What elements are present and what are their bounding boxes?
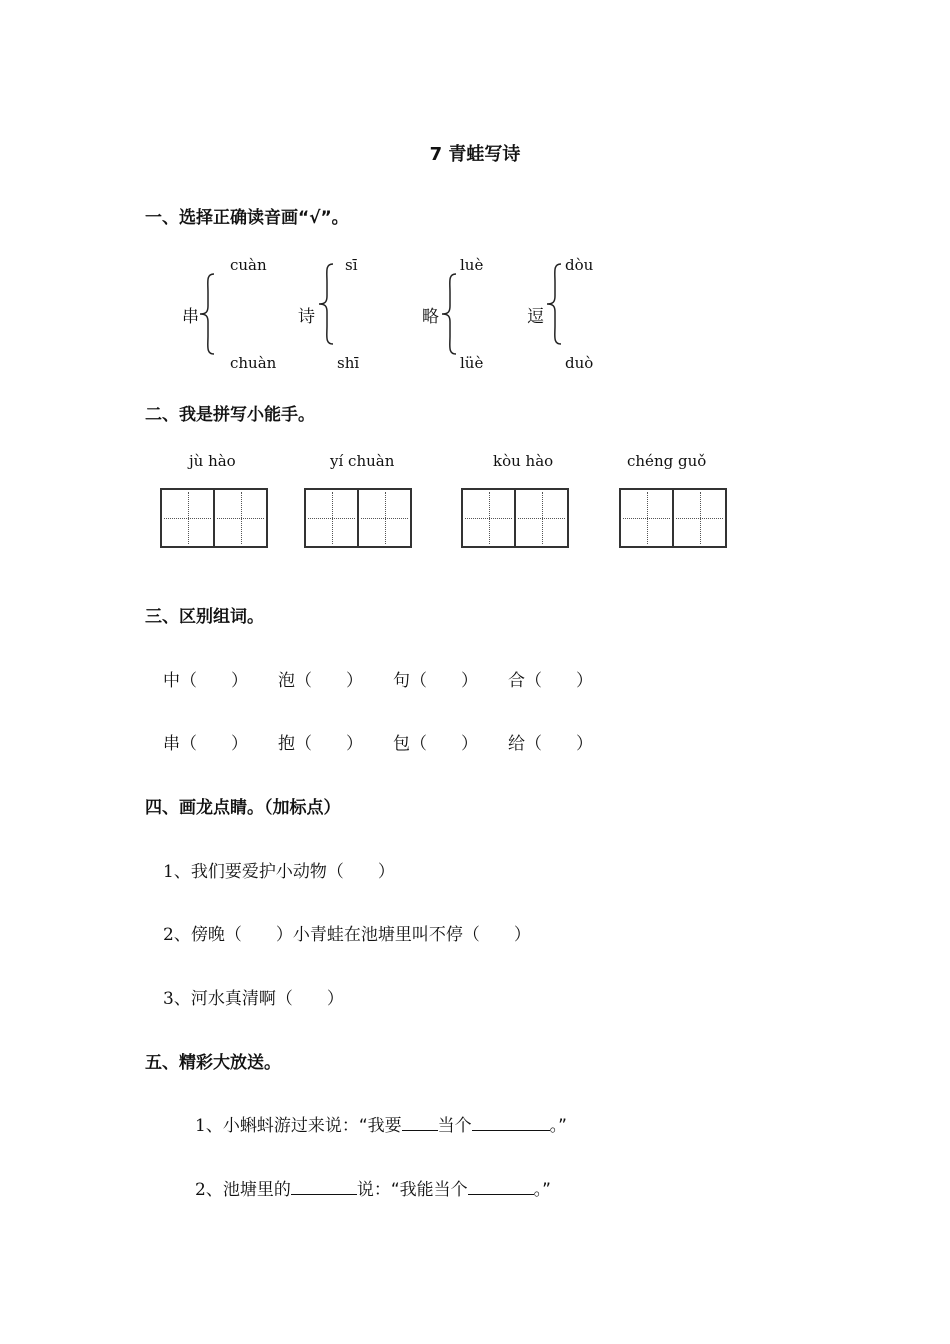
word-blank-item[interactable]: 泡（ ） [278, 671, 363, 691]
pinyin-option-bottom[interactable]: duò [565, 354, 594, 372]
word-blank-item[interactable]: 串（ ） [163, 734, 248, 754]
word-blank-item[interactable]: 句（ ） [393, 671, 478, 691]
writing-grid[interactable] [160, 488, 268, 548]
section-4-heading: 四、画龙点睛。（加标点） [145, 798, 341, 818]
answer-blank[interactable] [291, 1180, 357, 1195]
word-blank-item[interactable]: 包（ ） [393, 734, 478, 754]
pinyin-prompt: chéng guǒ [627, 452, 707, 470]
punctuation-line-1[interactable]: 1、我们要爱护小动物（ ） [163, 862, 395, 882]
answer-blank[interactable] [472, 1116, 550, 1131]
left-brace-icon [440, 272, 460, 356]
pinyin-prompt: yí chuàn [330, 452, 395, 470]
pinyin-option-top[interactable]: cuàn [230, 256, 267, 274]
left-brace-icon [317, 262, 337, 346]
choice-char: 逗 [527, 307, 544, 327]
writing-grid[interactable] [619, 488, 727, 548]
writing-grid[interactable] [304, 488, 412, 548]
section-1-heading: 一、选择正确读音画“√”。 [145, 208, 349, 228]
punctuation-line-2[interactable]: 2、傍晚（ ）小青蛙在池塘里叫不停（ ） [163, 925, 531, 945]
section-2-heading: 二、我是拼写小能手。 [145, 405, 315, 425]
pinyin-option-top[interactable]: dòu [565, 256, 594, 274]
punctuation-line-3[interactable]: 3、河水真清啊（ ） [163, 989, 344, 1009]
grid-cell[interactable] [672, 490, 725, 546]
word-blank-item[interactable]: 中（ ） [163, 671, 248, 691]
choice-char: 串 [182, 307, 199, 327]
answer-blank[interactable] [402, 1116, 438, 1131]
left-brace-icon [198, 272, 218, 356]
word-blank-item[interactable]: 合（ ） [508, 671, 593, 691]
word-blank-item[interactable]: 抱（ ） [278, 734, 363, 754]
left-brace-icon [545, 262, 565, 346]
pinyin-option-top[interactable]: luè [460, 256, 484, 274]
choice-char: 诗 [298, 307, 315, 327]
answer-blank[interactable] [468, 1180, 534, 1195]
pinyin-prompt: kòu hào [493, 452, 554, 470]
choice-char: 略 [422, 307, 439, 327]
fill-in-line-1: 1、小蝌蚪游过来说：“我要 当个 。” [195, 1116, 567, 1136]
pinyin-prompt: jù hào [189, 452, 236, 470]
pinyin-option-bottom[interactable]: shī [337, 354, 360, 372]
grid-cell[interactable] [213, 490, 266, 546]
writing-grid[interactable] [461, 488, 569, 548]
section-5-heading: 五、精彩大放送。 [145, 1053, 281, 1073]
pinyin-option-top[interactable]: sī [345, 256, 358, 274]
grid-cell[interactable] [357, 490, 410, 546]
pinyin-option-bottom[interactable]: lüè [460, 354, 484, 372]
grid-cell[interactable] [621, 490, 672, 546]
word-blank-item[interactable]: 给（ ） [508, 734, 593, 754]
grid-cell[interactable] [463, 490, 514, 546]
fill-in-line-2: 2、池塘里的 说：“我能当个 。” [195, 1180, 551, 1200]
grid-cell[interactable] [514, 490, 567, 546]
section-3-heading: 三、区别组词。 [145, 607, 264, 627]
grid-cell[interactable] [162, 490, 213, 546]
pinyin-option-bottom[interactable]: chuàn [230, 354, 277, 372]
page-title: 7 青蛙写诗 [429, 144, 521, 165]
grid-cell[interactable] [306, 490, 357, 546]
